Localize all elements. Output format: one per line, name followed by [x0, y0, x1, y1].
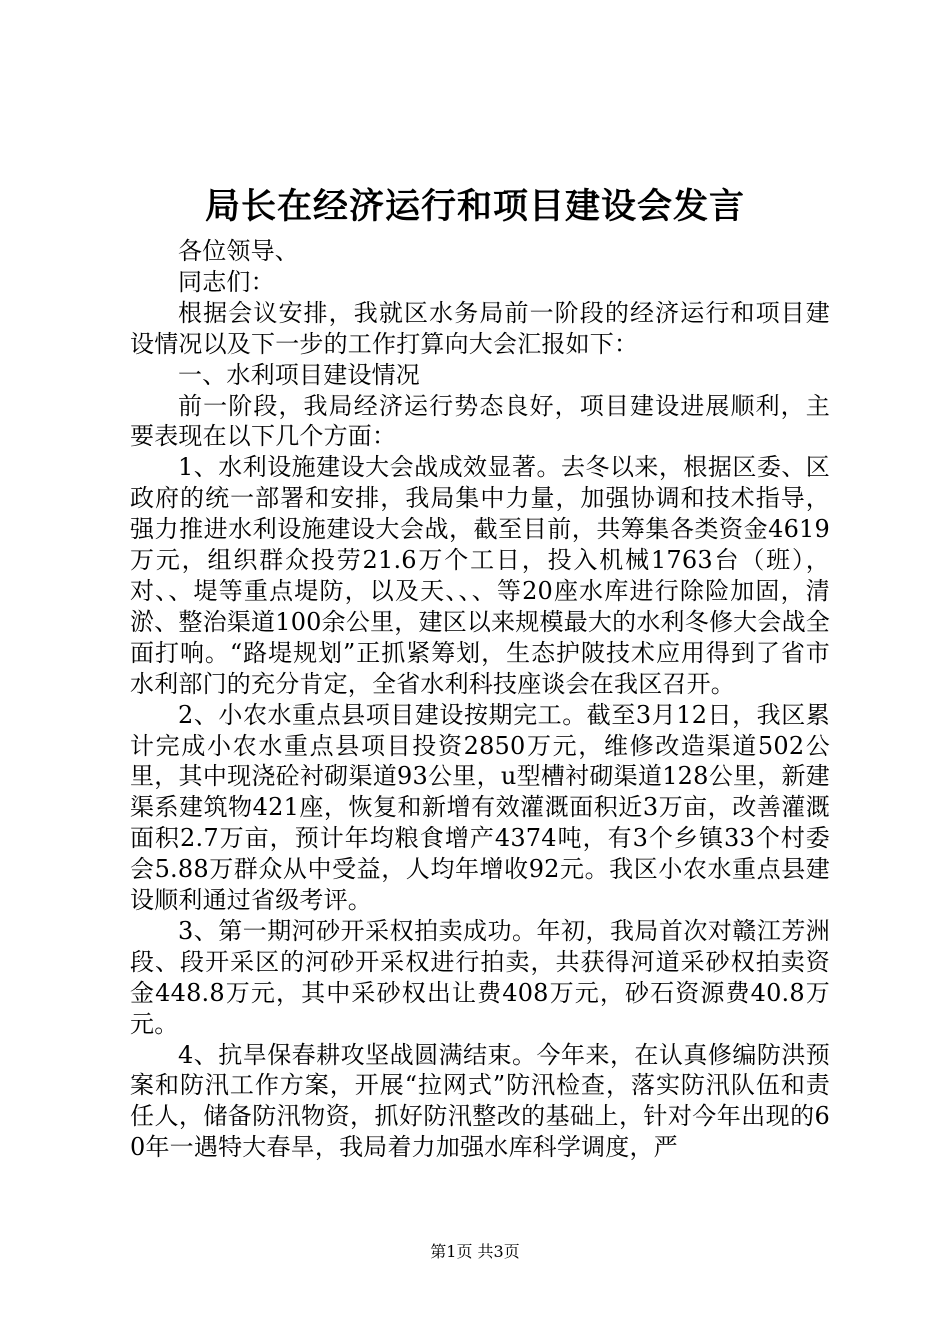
point-1-paragraph: 1、水利设施建设大会战成效显著。去冬以来，根据区委、区政府的统一部署和安排，我局集中力量，加强协调和技术指导，强力推进水利设施建设大会战，截至目前，共筹集各类资金4619万元，组织群众投劳21.6万个工日，投入机械1763台（班），对、、堤等重点堤防，以及天、、、等20座水库进行除险加固，清淤、整治渠道100余公里，建区以来规模最大的水利冬修大会战全面打响。“路堤规划”正抓紧筹划，生态护陂技术应用得到了省市水利部门的充分肯定，全省水利科技座谈会在我区召开。 [130, 453, 830, 698]
overview-paragraph: 前一阶段，我局经济运行势态良好，项目建设进展顺利，主要表现在以下几个方面： [130, 391, 830, 451]
intro-paragraph: 根据会议安排，我就区水务局前一阶段的经济运行和项目建设情况以及下一步的工作打算向大会汇报如下： [130, 298, 830, 358]
point-4-paragraph: 4、抗旱保春耕攻坚战圆满结束。今年来，在认真修编防洪预案和防汛工作方案，开展“拉网式”防汛检查，落实防汛队伍和责任人，储备防汛物资，抓好防汛整改的基础上，针对今年出现的60年一遇特大春旱，我局着力加强水库科学调度，严 [130, 1040, 830, 1162]
salutation-comrades: 同志们： [178, 267, 275, 296]
point-3-paragraph: 3、第一期河砂开采权拍卖成功。年初，我局首次对赣江芳洲段、段开采区的河砂开采权进行拍卖，共获得河道采砂权拍卖资金448.8万元，其中采砂权出让费408万元，砂石资源费40.8万元。 [130, 916, 830, 1038]
point-2-paragraph: 2、小农水重点县项目建设按期完工。截至3月12日，我区累计完成小农水重点县项目投资2850万元，维修改造渠道502公里，其中现浇砼衬砌渠道93公里，u型槽衬砌渠道128公里，新建渠系建筑物421座，恢复和新增有效灌溉面积近3万亩，改善灌溉面积2.7万亩，预计年均粮食增产4374吨，有3个乡镇33个村委会5.88万群众从中受益，人均年增收92元。我区小农水重点县建设顺利通过省级考评。 [130, 700, 830, 915]
section-heading: 一、水利项目建设情况 [178, 360, 420, 389]
page-number-footer: 第1页 共3页 [430, 1242, 520, 1261]
document-title: 局长在经济运行和项目建设会发言 [204, 186, 745, 227]
salutation-leaders: 各位领导、 [178, 237, 299, 265]
document-body [130, 236, 830, 1163]
